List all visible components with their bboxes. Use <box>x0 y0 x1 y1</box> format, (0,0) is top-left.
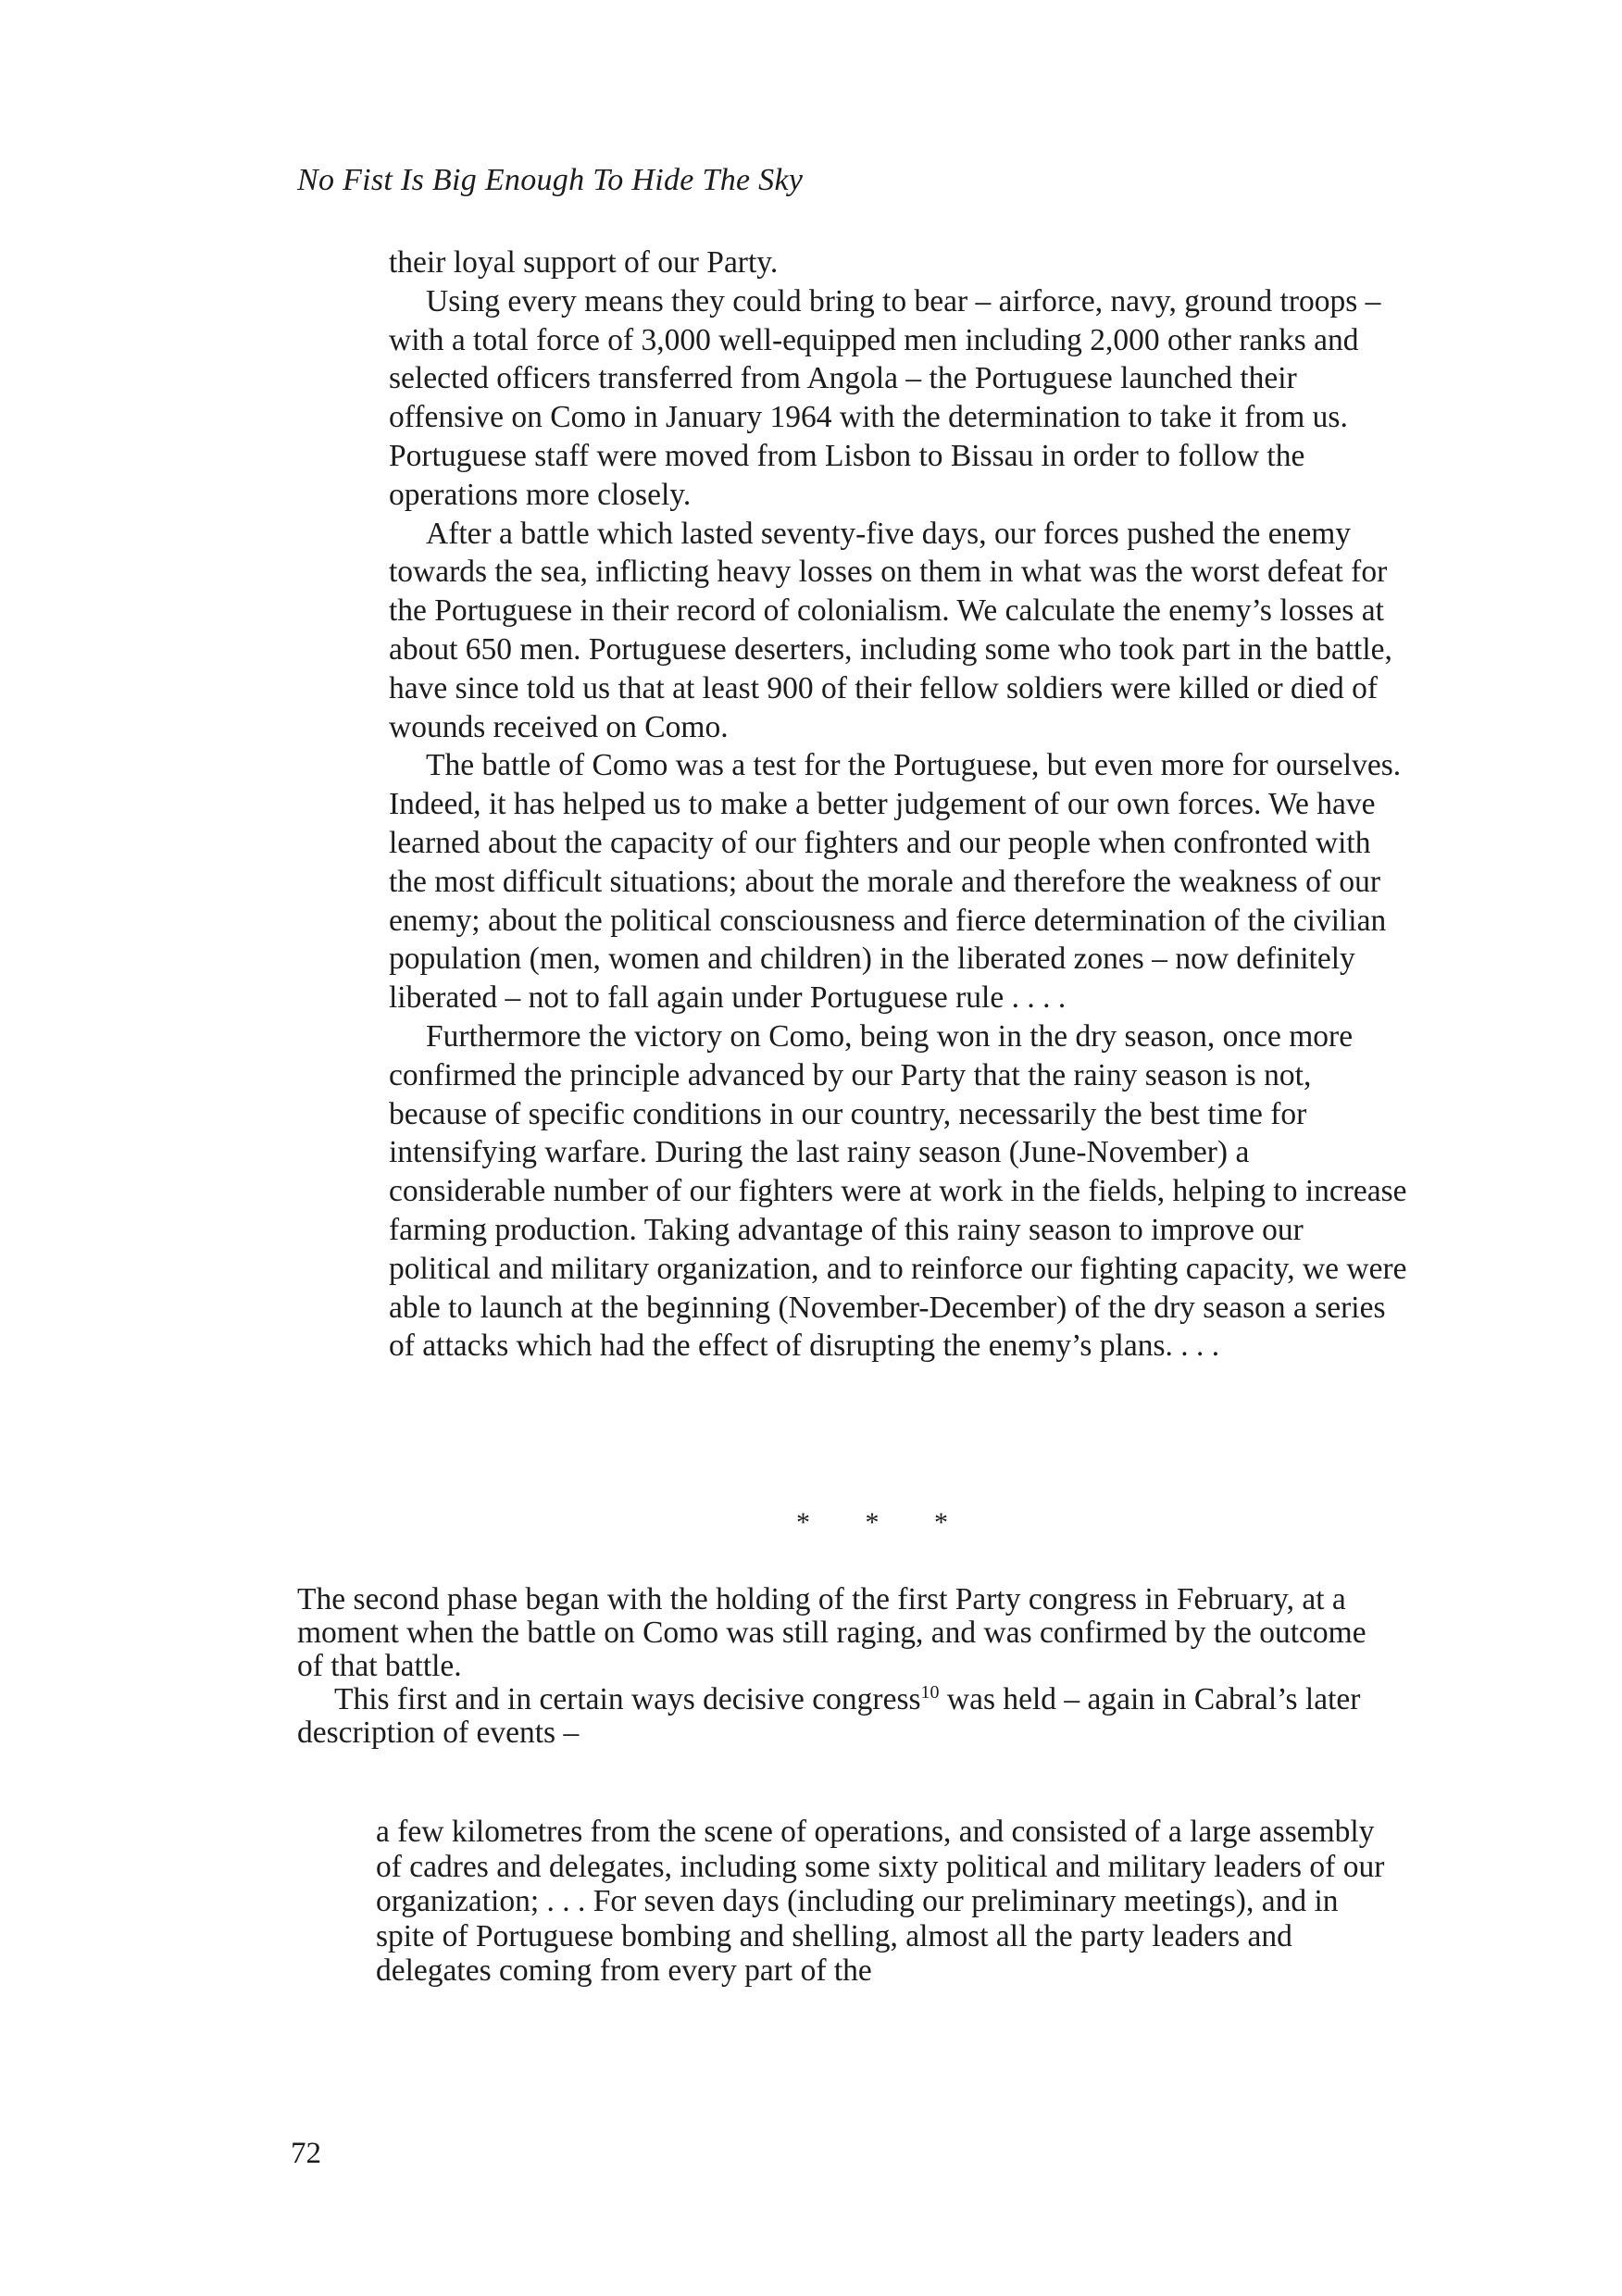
paragraph: Using every means they could bring to bear – airforce, navy, ground troops – with a total force of 3,000 well-equipped men including 2,000 other ranks and selected officers transferred from Angola – the Portuguese launched their offensive on Como in January 1964 with the determination to take it from us. Portuguese staff were moved from Lisbon to Bissau in order to follow the operations more closely. <box>389 283 1381 512</box>
paragraph: The second phase began with the holding of the first Party congress in February, at a moment when the battle on Como was still raging, and was confirmed by the outcome of that battle. <box>297 1582 1366 1683</box>
running-head: No Fist Is Big Enough To Hide The Sky <box>297 163 804 197</box>
footnote-reference: 10 <box>920 1681 940 1703</box>
paragraph-text: was held – again in Cabral’s later description of events – <box>297 1682 1361 1750</box>
paragraph: The battle of Como was a test for the Portuguese, but even more for ourselves. Indeed, it has helped us to make a better judgement of our own forces. We have learned about the capacity of our fighters and our people when confronted with the most difficult situations; about the morale and therefore the weakness of our enemy; about the political consciousness and fierce determination of the civilian population (men, women and children) in the liberated zones – now definitely liberated – not to fall again under Portuguese rule . . . . <box>389 748 1402 1016</box>
paragraph-text: This first and in certain ways decisive congress <box>334 1682 921 1716</box>
block-quotation <box>376 1815 1404 1989</box>
paragraph <box>297 1683 1390 1750</box>
paragraph-continuation: their loyal support of our Party. <box>389 245 779 280</box>
page-number: 72 <box>291 2137 321 2170</box>
paragraph: Furthermore the victory on Como, being won in the dry season, once more confirmed the principle advanced by our Party that the rainy season is not, because of specific conditions in our country, necessarily the best time for intensifying warfare. During the last rainy season (June-November) a considerable number of our fighters were at work in the fields, helping to increase farming production. Taking advantage of this rainy season to improve our political and military organization, and to reinforce our fighting capacity, we were able to launch at the beginning (November-December) of the dry season a series of attacks which had the effect of disrupting the enemy’s plans. . . . <box>389 1018 1407 1364</box>
paragraph: After a battle which lasted seventy-five days, our forces pushed the enemy towards the sea, inflicting heavy losses on them in what was the worst defeat for the Portuguese in their record of colonialism. We calculate the enemy’s losses at about 650 men. Portuguese deserters, including some who took part in the battle, have since told us that at least 900 of their fellow soldiers were killed or died of wounds received on Como. <box>389 516 1392 744</box>
main-text-block <box>297 1583 1390 1750</box>
quotation-text: a few kilometres from the scene of operations, and consisted of a large assembly of cadres and delegates, including some sixty political and military leaders of our organization; . . . For seven days (including our preliminary meetings), and in spite of Portuguese bombing and shelling, almost all the party leaders and delegates coming from every part of the <box>376 1815 1385 1988</box>
indented-quotation-block <box>389 243 1407 1366</box>
section-separator: * * * <box>796 1507 972 1538</box>
